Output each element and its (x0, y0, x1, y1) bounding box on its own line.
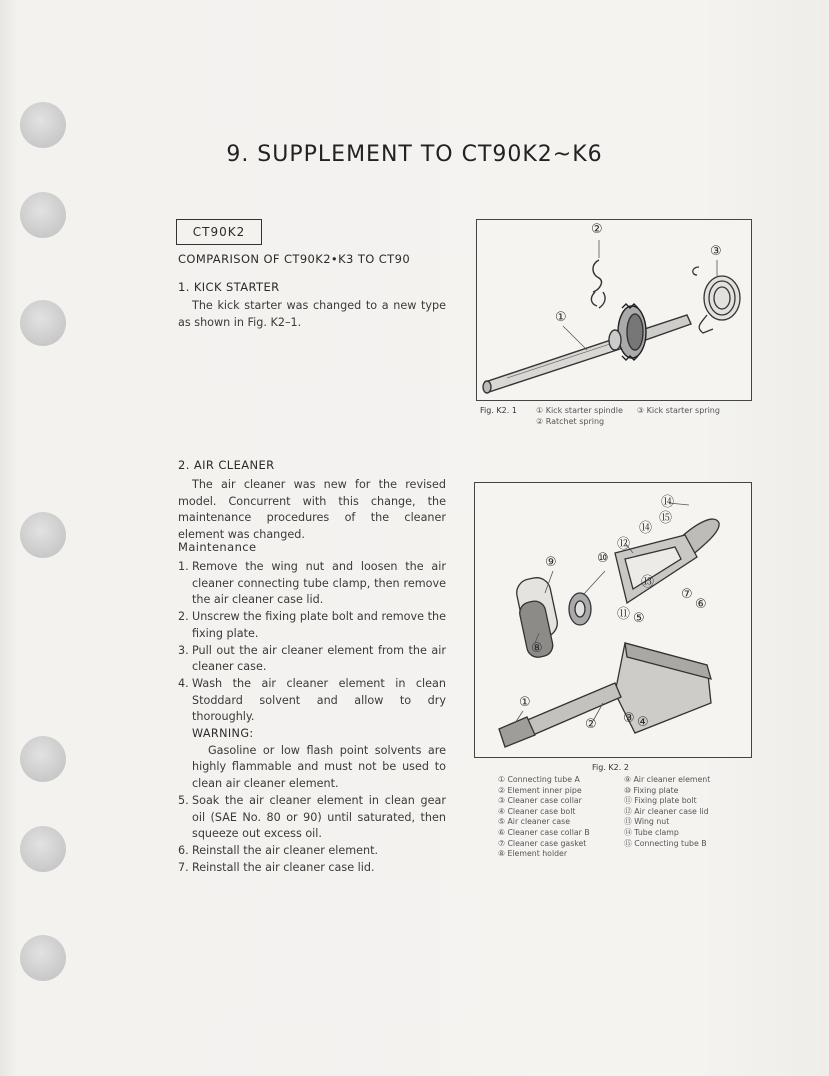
callout-14: ⑭ (661, 495, 675, 510)
binder-hole (20, 826, 66, 872)
kick-starter-text: The kick starter was changed to a new type as shown in Fig. K2–1. (178, 299, 446, 329)
figure-caption-k2-2: Fig. K2. 2 (592, 763, 629, 772)
callout-2: ② (591, 222, 603, 237)
maintenance-heading: Maintenance (178, 540, 257, 554)
comparison-heading: COMPARISON OF CT90K2•K3 TO CT90 (178, 252, 411, 266)
list-item: 6. Reinstall the air cleaner element. (178, 843, 379, 857)
callout-15: ⑮ (659, 511, 673, 526)
air-cleaner-text: The air cleaner was new for the revised model. Concurrent with this change, the maintenance procedures of the cleaner element was changed. (178, 478, 446, 542)
figure-legend-right: ⑨ Air cleaner element ⑩ Fixing plate ⑪ Fixing plate bolt ⑫ Air cleaner case lid ⑬ Wing nut ⑭ Tube clamp ⑮ Connecting tube B (624, 775, 711, 848)
list-item: 7. Reinstall the air cleaner case lid. (178, 860, 375, 874)
callout-5: ⑤ (633, 611, 645, 626)
list-item: 5. Soak the air cleaner element in clean gear oil (SAE No. 80 or 90) until saturated, then squeeze out excess oil. (178, 793, 446, 841)
callout-7: ⑦ (681, 587, 693, 602)
callout-3: ③ (710, 244, 722, 259)
callout-14b: ⑭ (639, 521, 653, 536)
binder-hole (20, 935, 66, 981)
callout-11: ⑪ (617, 607, 631, 622)
callout-9: ⑨ (545, 555, 557, 570)
figure-kick-starter (476, 219, 752, 401)
callout-2: ② (585, 717, 597, 732)
binder-hole (20, 300, 66, 346)
callout-1: ① (519, 695, 531, 710)
binder-hole (20, 192, 66, 238)
model-label: CT90K2 (176, 219, 262, 245)
callout-12: ⑫ (617, 537, 631, 552)
callout-3: ③ (623, 711, 635, 726)
list-item: 2. Unscrew the fixing plate bolt and remove the fixing plate. (178, 610, 446, 640)
warning-heading: WARNING: (192, 727, 254, 741)
maintenance-steps (178, 559, 446, 876)
binder-hole (20, 736, 66, 782)
figure-caption-k2-1: Fig. K2. 1 ① Kick starter spindle ③ Kick starter spring ② Ratchet spring (480, 406, 720, 426)
list-item: 1. Remove the wing nut and loosen the air cleaner connecting tube clamp, then remove the air cleaner case lid. (178, 560, 446, 607)
air-cleaner-illustration (475, 483, 751, 757)
callout-1: ① (555, 310, 567, 325)
page-title: 9. SUPPLEMENT TO CT90K2~K6 (226, 142, 603, 167)
callout-13: ⑬ (641, 575, 655, 590)
figure-legend-left: ① Connecting tube A ② Element inner pipe ③ Cleaner case collar ④ Cleaner case bolt ⑤ Air cleaner case ⑥ Cleaner case collar B ⑦ Cleaner case gasket ⑧ Element holder (498, 775, 590, 859)
air-cleaner-heading: 2. AIR CLEANER (178, 458, 275, 472)
binder-hole (20, 512, 66, 558)
kick-starter-heading: 1. KICK STARTER (178, 280, 280, 294)
callout-4: ④ (637, 715, 649, 730)
callout-6: ⑥ (695, 597, 707, 612)
callout-8: ⑧ (531, 641, 543, 656)
list-item: 3. Pull out the air cleaner element from the air cleaner case. (178, 643, 446, 674)
figure-air-cleaner (474, 482, 752, 758)
list-item: 4. Wash the air cleaner element in clean Stoddard solvent and allow to dry thoroughly. (178, 676, 446, 724)
callout-10: ⑩ (597, 551, 609, 566)
warning-text: Gasoline or low flash point solvents are highly flammable and must not be used to clean air cleaner element. (192, 743, 446, 791)
